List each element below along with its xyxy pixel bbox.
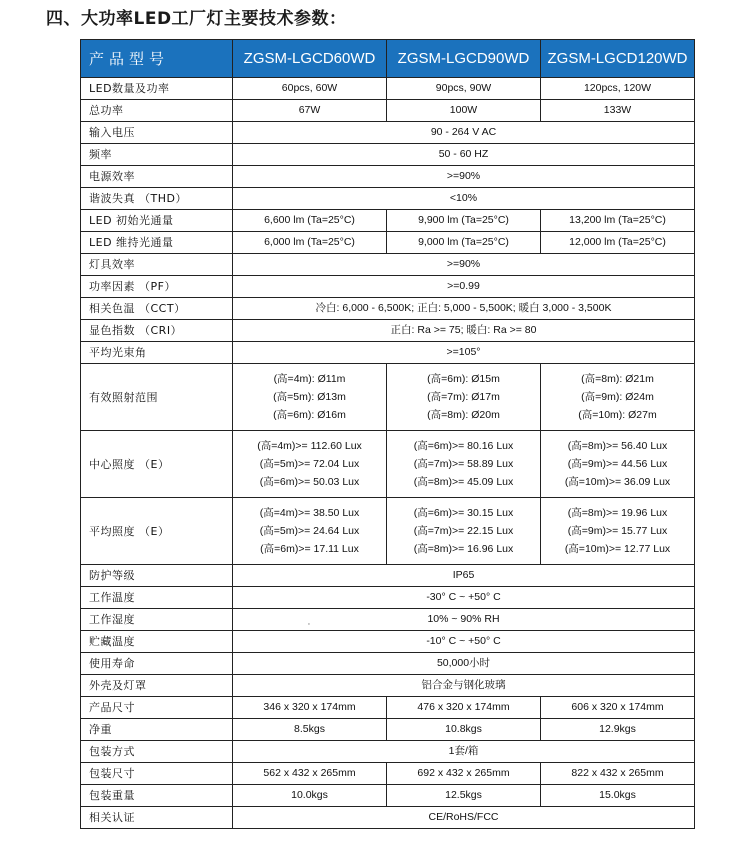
cell-line: (高=6m)>= 30.15 Lux [413, 507, 514, 519]
cell-line: (高=5m): Ø13m [273, 391, 346, 403]
cell-line: (高=4m): Ø11m [273, 373, 346, 385]
row-label: 中心照度 （E） [81, 431, 233, 498]
table-row [81, 342, 695, 364]
row-value: 90 - 264 V AC [233, 122, 695, 144]
row-cell: 133W [541, 100, 695, 122]
cell-line: (高=5m)>= 72.04 Lux [259, 458, 360, 470]
row-label: 工作湿度 [81, 609, 233, 631]
row-cell: 10.0kgs [233, 785, 387, 807]
row-cell [387, 431, 541, 498]
row-label: 灯具效率 [81, 254, 233, 276]
row-cell: 10.8kgs [387, 719, 541, 741]
row-cell: 8.5kgs [233, 719, 387, 741]
row-cell: 12.9kgs [541, 719, 695, 741]
cell-line: (高=6m): Ø15m [427, 373, 500, 385]
row-cell [233, 431, 387, 498]
row-cell [541, 364, 695, 431]
row-cell: 90pcs, 90W [387, 78, 541, 100]
row-label: LED数量及功率 [81, 78, 233, 100]
cell-line: (高=6m)>= 50.03 Lux [259, 476, 360, 488]
row-label: 总功率 [81, 100, 233, 122]
row-value: 冷白: 6,000 - 6,500K; 正白: 5,000 - 5,500K; 暖白 3,000 - 3,500K [233, 298, 695, 320]
cell-line: (高=6m): Ø16m [273, 409, 346, 421]
table-header-row [81, 40, 695, 78]
row-cell: 12,000 lm (Ta=25°C) [541, 232, 695, 254]
table-row [81, 276, 695, 298]
row-label: 使用寿命 [81, 653, 233, 675]
table-row [81, 188, 695, 210]
row-label: 有效照射范围 [81, 364, 233, 431]
table-row [81, 144, 695, 166]
row-label: 显色指数 （CRI） [81, 320, 233, 342]
row-label: 包装尺寸 [81, 763, 233, 785]
row-label: 电源效率 [81, 166, 233, 188]
row-label: 相关色温 （CCT） [81, 298, 233, 320]
row-label: 平均光束角 [81, 342, 233, 364]
row-cell [387, 364, 541, 431]
table-row [81, 763, 695, 785]
table-row [81, 741, 695, 763]
row-value: 正白: Ra >= 75; 暖白: Ra >= 80 [233, 320, 695, 342]
table-row [81, 254, 695, 276]
row-cell: 9,000 lm (Ta=25°C) [387, 232, 541, 254]
row-value: -10° C ~ +50° C [233, 631, 695, 653]
row-label: 平均照度 （E） [81, 498, 233, 565]
row-label: LED 维持光通量 [81, 232, 233, 254]
cell-line: (高=9m)>= 44.56 Lux [567, 458, 668, 470]
row-cell: 9,900 lm (Ta=25°C) [387, 210, 541, 232]
row-cell: 562 x 432 x 265mm [233, 763, 387, 785]
table-row [81, 498, 695, 565]
row-cell: 13,200 lm (Ta=25°C) [541, 210, 695, 232]
table-row [81, 675, 695, 697]
table-row [81, 631, 695, 653]
cell-line: (高=7m)>= 58.89 Lux [413, 458, 514, 470]
row-cell [233, 364, 387, 431]
cell-line: (高=8m): Ø20m [427, 409, 500, 421]
row-value: 10% ~ 90% RH [233, 609, 695, 631]
row-cell: 100W [387, 100, 541, 122]
cell-line: (高=10m)>= 36.09 Lux [564, 476, 671, 488]
row-value: >=0.99 [233, 276, 695, 298]
row-value: 铝合金与钢化玻璃 [233, 675, 695, 697]
cell-line: (高=6m)>= 17.11 Lux [260, 543, 359, 555]
row-label: 贮藏温度 [81, 631, 233, 653]
row-cell: 120pcs, 120W [541, 78, 695, 100]
row-value: -30° C ~ +50° C [233, 587, 695, 609]
table-row [81, 364, 695, 431]
cell-line: (高=9m)>= 15.77 Lux [567, 525, 668, 537]
row-cell [387, 498, 541, 565]
header-model-2: ZGSM-LGCD90WD [387, 40, 541, 78]
row-label: 包装重量 [81, 785, 233, 807]
cell-line: (高=8m)>= 16.96 Lux [413, 543, 514, 555]
header-model-1: ZGSM-LGCD60WD [233, 40, 387, 78]
row-cell [233, 498, 387, 565]
row-cell: 6,600 lm (Ta=25°C) [233, 210, 387, 232]
table-row [81, 653, 695, 675]
table-row [81, 78, 695, 100]
page-title: 四、大功率LED工厂灯主要技术参数： [46, 9, 347, 29]
table-row [81, 166, 695, 188]
row-cell: 822 x 432 x 265mm [541, 763, 695, 785]
row-cell [541, 431, 695, 498]
cell-line: (高=7m)>= 22.15 Lux [413, 525, 514, 537]
row-value: >=105° [233, 342, 695, 364]
row-cell [541, 498, 695, 565]
row-cell: 67W [233, 100, 387, 122]
cell-line: (高=4m)>= 38.50 Lux [259, 507, 360, 519]
spec-table [80, 39, 695, 829]
row-label: 防护等级 [81, 565, 233, 587]
cell-line: (高=4m)>= 112.60 Lux [257, 440, 362, 452]
table-row [81, 565, 695, 587]
table-row [81, 697, 695, 719]
row-value: 50,000小时 [233, 653, 695, 675]
stray-mark: ' [308, 622, 310, 630]
table-row [81, 210, 695, 232]
row-cell: 692 x 432 x 265mm [387, 763, 541, 785]
table-row [81, 122, 695, 144]
row-value: CE/RoHS/FCC [233, 807, 695, 829]
row-label: 产品尺寸 [81, 697, 233, 719]
row-value: <10% [233, 188, 695, 210]
row-cell: 476 x 320 x 174mm [387, 697, 541, 719]
row-label: 输入电压 [81, 122, 233, 144]
cell-line: (高=8m)>= 19.96 Lux [567, 507, 668, 519]
cell-line: (高=8m)>= 56.40 Lux [567, 440, 668, 452]
row-label: 频率 [81, 144, 233, 166]
row-value: 1套/箱 [233, 741, 695, 763]
row-label: 包装方式 [81, 741, 233, 763]
cell-line: (高=7m): Ø17m [427, 391, 500, 403]
row-cell: 15.0kgs [541, 785, 695, 807]
row-label: 净重 [81, 719, 233, 741]
cell-line: (高=10m)>= 12.77 Lux [564, 543, 671, 555]
row-cell: 6,000 lm (Ta=25°C) [233, 232, 387, 254]
cell-line: (高=10m): Ø27m [578, 409, 657, 421]
row-label: 功率因素 （PF） [81, 276, 233, 298]
table-row [81, 431, 695, 498]
cell-line: (高=5m)>= 24.64 Lux [259, 525, 360, 537]
row-cell: 606 x 320 x 174mm [541, 697, 695, 719]
cell-line: (高=9m): Ø24m [581, 391, 654, 403]
table-row [81, 232, 695, 254]
cell-line: (高=8m)>= 45.09 Lux [413, 476, 514, 488]
table-row [81, 785, 695, 807]
table-row [81, 298, 695, 320]
row-cell: 60pcs, 60W [233, 78, 387, 100]
table-row [81, 100, 695, 122]
row-label: 外壳及灯罩 [81, 675, 233, 697]
cell-line: (高=6m)>= 80.16 Lux [413, 440, 514, 452]
row-value: IP65 [233, 565, 695, 587]
table-row [81, 609, 695, 631]
row-cell: 346 x 320 x 174mm [233, 697, 387, 719]
row-value: 50 - 60 HZ [233, 144, 695, 166]
table-row [81, 320, 695, 342]
row-label: 工作温度 [81, 587, 233, 609]
cell-line: (高=8m): Ø21m [581, 373, 654, 385]
row-value: >=90% [233, 166, 695, 188]
header-label: 产品型号 [81, 40, 233, 78]
row-label: 谐波失真 （THD） [81, 188, 233, 210]
table-row [81, 807, 695, 829]
row-cell: 12.5kgs [387, 785, 541, 807]
row-label: 相关认证 [81, 807, 233, 829]
row-value: >=90% [233, 254, 695, 276]
row-label: LED 初始光通量 [81, 210, 233, 232]
header-model-3: ZGSM-LGCD120WD [541, 40, 695, 78]
table-row [81, 719, 695, 741]
table-row [81, 587, 695, 609]
